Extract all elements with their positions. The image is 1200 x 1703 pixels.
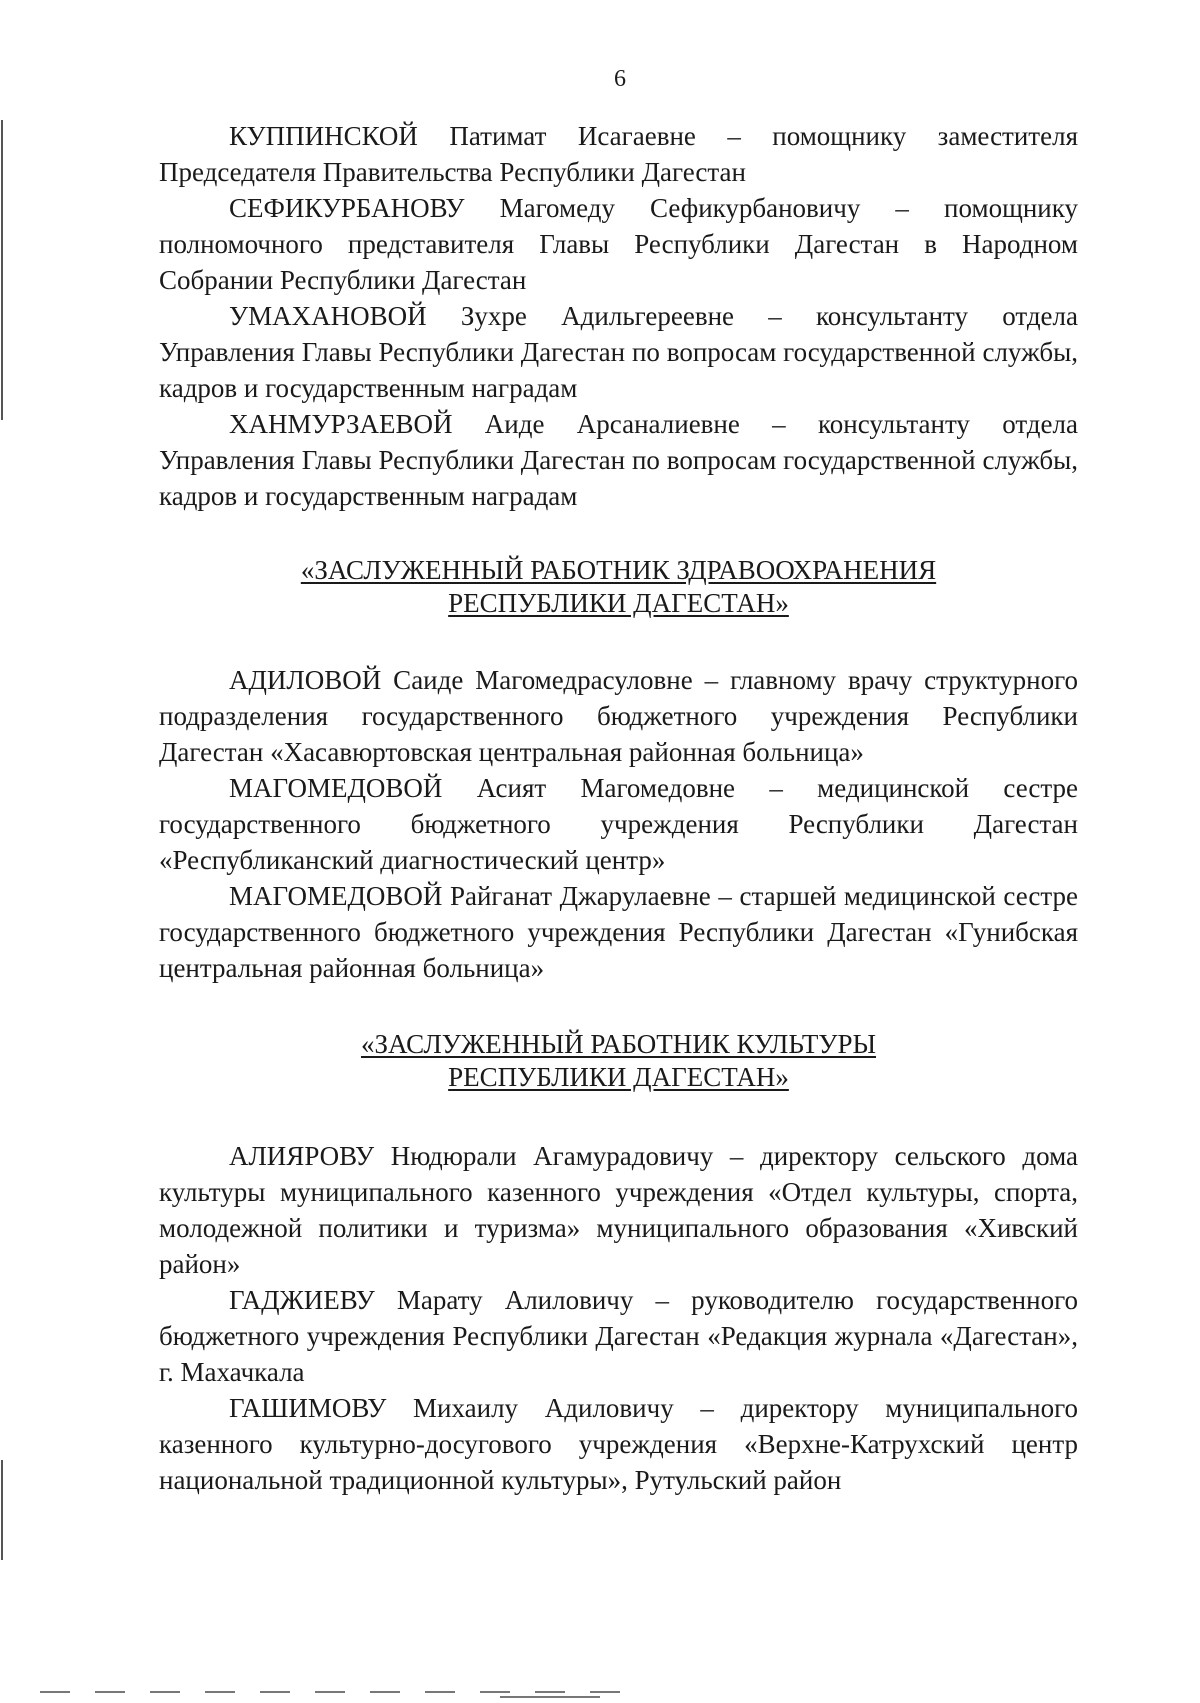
award-entry: ГАДЖИЕВУ Марату Алиловичу – руководителю государственного бюджетного учреждения Республики Дагестан «Редакция журнала «Дагестан», г. Махачкала <box>159 1285 1078 1387</box>
award-entry: АЛИЯРОВУ Нюдюрали Агамурадовичу – директору сельского дома культуры муниципального казенного учреждения «Отдел культуры, спорта, молодежной политики и туризма» муниципального образования «Хивский район» <box>159 1141 1078 1279</box>
award-entry: АДИЛОВОЙ Саиде Магомедрасуловне – главному врачу структурного подразделения государственного бюджетного учреждения Республики Дагестан «Хасавюртовская центральная районная больница» <box>159 665 1078 767</box>
heading-line: РЕСПУБЛИКИ ДАГЕСТАН» <box>448 1062 789 1092</box>
page-number: 6 <box>614 66 626 92</box>
heading-line: «ЗАСЛУЖЕННЫЙ РАБОТНИК КУЛЬТУРЫ <box>360 1029 877 1059</box>
award-entry: ХАНМУРЗАЕВОЙ Аиде Арсаналиевне – консультанту отдела Управления Главы Республики Дагестан по вопросам государственной службы, кадров и государственным наградам <box>159 409 1078 511</box>
award-entry: ГАШИМОВУ Михаилу Адиловичу – директору муниципального казенного культурно-досугового учреждения «Верхне-Катрухский центр национальной традиционной культуры», Рутульский район <box>159 1393 1078 1495</box>
heading-line: «ЗАСЛУЖЕННЫЙ РАБОТНИК ЗДРАВООХРАНЕНИЯ <box>300 555 937 585</box>
section-heading-health <box>159 554 1078 620</box>
award-entry: МАГОМЕДОВОЙ Асият Магомедовне – медицинской сестре государственного бюджетного учреждения Республики Дагестан «Республиканский диагностический центр» <box>159 773 1078 875</box>
section-heading-culture <box>159 1028 1078 1094</box>
document-body <box>159 118 1078 1498</box>
award-entry: СЕФИКУРБАНОВУ Магомеду Сефикурбановичу – помощнику полномочного представителя Главы Республики Дагестан в Народном Собрании Республики Дагестан <box>159 193 1078 295</box>
award-entry: МАГОМЕДОВОЙ Райганат Джарулаевне – старшей медицинской сестре государственного бюджетного учреждения Республики Дагестан «Гунибская центральная районная больница» <box>159 881 1078 983</box>
award-entry: УМАХАНОВОЙ Зухре Адильгереевне – консультанту отдела Управления Главы Республики Дагестан по вопросам государственной службы, кадров и государственным наградам <box>159 301 1078 403</box>
heading-line: РЕСПУБЛИКИ ДАГЕСТАН» <box>448 588 789 618</box>
award-entry: КУППИНСКОЙ Патимат Исагаевне – помощнику заместителя Председателя Правительства Республики Дагестан <box>159 121 1078 187</box>
